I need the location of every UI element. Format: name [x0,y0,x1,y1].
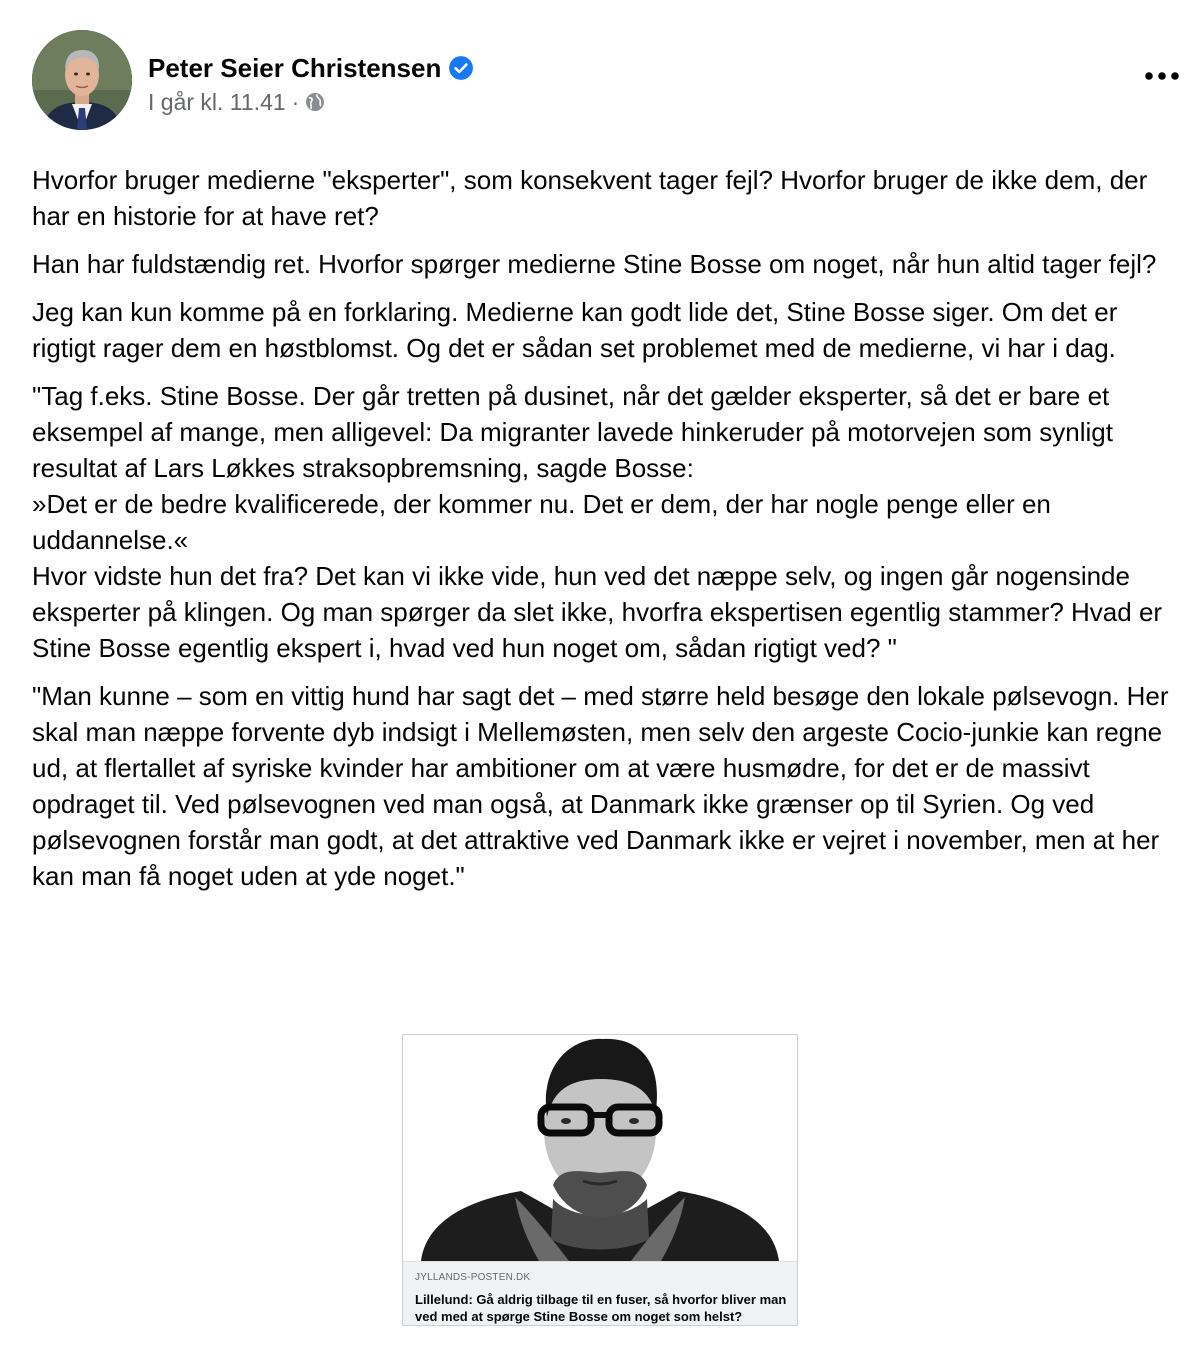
post-paragraph: "Tag f.eks. Stine Bosse. Der går tretten på dusinet, når det gælder eksperter, så det er bare et eksempel af mange, men alligevel: Da migranter lavede hinkeruder på motorvejen som synligt resultat af Lars Løkkes straksopbremsning, sagde Bosse: »Det er de bedre kvalificerede, der kommer nu. Det er dem, der har nogle penge eller en uddannelse.« Hvor vidste hun det fra? Det kan vi ikke vide, hun ved det næppe selv, og ingen går nogensinde eksperter på klingen. Og man spørger da slet ikke, hvorfra ekspertisen egentlig stammer? Hvad er Stine Bosse egentlig ekspert i, hvad ved hun noget om, sådan rigtigt ved? " [32,381,1163,663]
globe-icon[interactable] [305,92,325,112]
post-paragraph: Han har fuldstændig ret. Hvorfor spørger medierne Stine Bosse om noget, når hun altid tager fejl? [32,249,1157,279]
link-preview-image [403,1035,797,1261]
link-preview-caption [403,1261,797,1326]
link-preview-card[interactable] [402,1034,798,1326]
post-paragraph: Hvorfor bruger medierne "eksperter", som konsekvent tager fejl? Hvorfor bruger de ikke dem, der har en historie for at have ret? [32,165,1148,231]
post-header [32,30,1182,130]
link-title[interactable]: Lillelund: Gå aldrig tilbage til en fuser, så hvorfor bliver man ved med at spørge Stine Bosse om noget som helst? [415,1292,787,1324]
link-domain: JYLLANDS-POSTEN.DK [415,1272,531,1283]
meta-separator: · [291,88,300,115]
more-options-icon[interactable] [1142,58,1182,94]
author-avatar[interactable] [32,30,132,130]
verified-badge-icon [448,55,474,81]
post-paragraph: Jeg kan kun komme på en forklaring. Medierne kan godt lide det, Stine Bosse siger. Om det er rigtigt rager dem en høstblomst. Og det er sådan set problemet med de medierne, vi har i dag. [32,297,1118,363]
post-paragraph: "Man kunne – som en vittig hund har sagt det – med større held besøge den lokale pølsevogn. Her skal man næppe forvente dyb indsigt i Mellemøsten, men selv den argeste Cocio-junkie kan regne ud, at flertallet af syriske kvinder har ambitioner om at være husmødre, for det er de massivt opdraget til. Ved pølsevognen ved man også, at Danmark ikke grænser op til Syrien. Og ved pølsevognen forstår man godt, at det attraktive ved Danmark ikke er vejret i november, men at her kan man få noget uden at yde noget." [32,681,1169,891]
post-timestamp[interactable]: I går kl. 11.41 [148,89,286,115]
post-text [32,162,1172,906]
author-block [148,52,474,118]
author-name[interactable]: Peter Seier Christensen [148,53,442,83]
